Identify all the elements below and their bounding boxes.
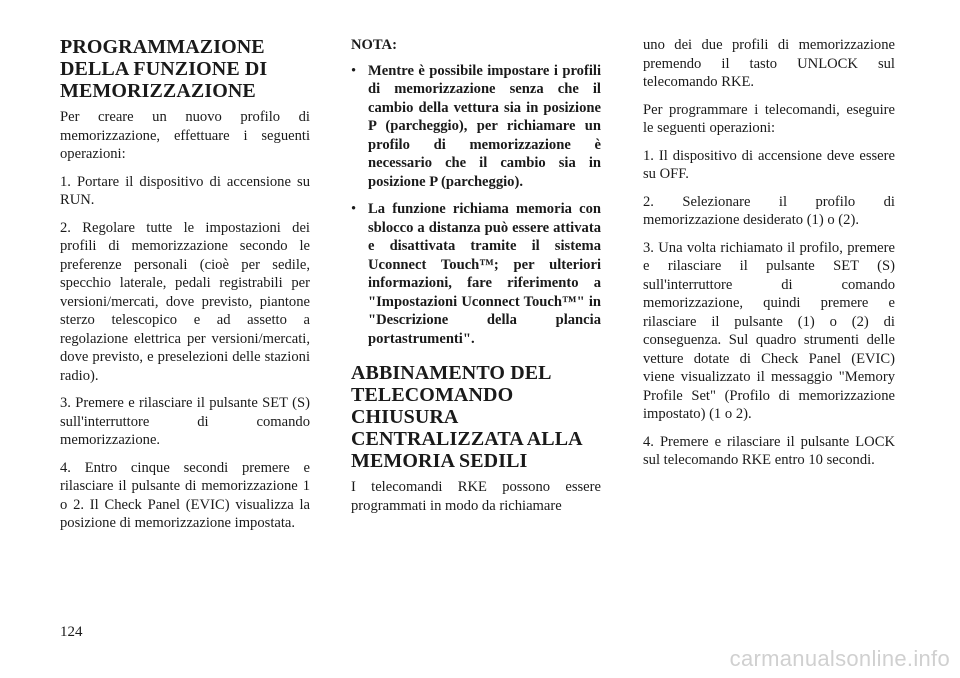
bullet-icon: •	[351, 201, 357, 217]
pairing-step-3-paragraph: 3. Una volta richiamato il profilo, premere e rilasciare il pulsante SET (S) sull'interruttore di comando memorizzazione, quindi premere e rilasciare il pulsante (1) o (2) di conseguenza. Sul quadro strumenti delle vetture dotate di Check Panel (EVIC) viene visualizzato il messaggio "Memory Profile Set" (Profilo di memorizzazione impostato) (1 o 2).	[643, 239, 895, 422]
intro-paragraph: Per creare un nuovo profilo di memorizzazione, effettuare i seguenti operazioni:	[60, 109, 310, 162]
column-left	[60, 36, 310, 542]
note-list	[351, 62, 601, 349]
pairing-step-2-paragraph: 2. Selezionare il profilo di memorizzazione desiderato (1) o (2).	[643, 193, 895, 228]
column-middle	[351, 36, 601, 524]
note-text: La funzione richiama memoria con sblocco a distanza può essere attivata e disattivata tramite il sistema Uconnect Touch™; per ulteriori informazioni, fare riferimento a "Impostazioni Uconnect Touch™" in "Descrizione della plancia portastrumenti".	[368, 201, 601, 347]
section-heading-memory-programming: PROGRAMMAZIONE DELLA FUNZIONE DI MEMORIZZAZIONE	[60, 36, 268, 102]
step-1-paragraph: 1. Portare il dispositivo di accensione su RUN.	[60, 173, 310, 208]
column-right	[643, 36, 895, 479]
step-3-paragraph: 3. Premere e rilasciare il pulsante SET (S) sull'interruttore di comando memorizzazione.	[60, 395, 310, 448]
continued-paragraph: uno dei due profili di memorizzazione premendo il tasto UNLOCK sul telecomando RKE.	[643, 37, 895, 90]
bullet-icon: •	[351, 62, 357, 79]
step-4-paragraph: 4. Entro cinque secondi premere e rilasciare il pulsante di memorizzazione 1 o 2. Il Check Panel (EVIC) visualizza la posizione di memorizzazione impostata.	[60, 459, 310, 531]
programming-intro-paragraph: Per programmare i telecomandi, eseguire le seguenti operazioni:	[643, 101, 895, 136]
note-item	[351, 62, 601, 192]
pairing-step-1-paragraph: 1. Il dispositivo di accensione deve essere su OFF.	[643, 147, 895, 182]
pairing-step-4-paragraph: 4. Premere e rilasciare il pulsante LOCK sul telecomando RKE entro 10 secondi.	[643, 433, 895, 468]
note-item	[351, 200, 601, 348]
watermark: carmanualsonline.info	[729, 646, 950, 671]
note-label: NOTA:	[351, 37, 397, 53]
pairing-intro-paragraph: I telecomandi RKE possono essere programmati in modo da richiamare	[351, 479, 601, 514]
section-heading-remote-pairing: ABBINAMENTO DEL TELECOMANDO CHIUSURA CENTRALIZZATA ALLA MEMORIA SEDILI	[351, 362, 582, 472]
note-text: Mentre è possibile impostare i profili di memorizzazione senza che il cambio della vettura sia in posizione P (parcheggio), per richiamare un profilo di memorizzazione è necessario che il cambio sia in posizione P (parcheggio).	[368, 62, 601, 190]
page-number: 124	[60, 624, 83, 640]
step-2-paragraph: 2. Regolare tutte le impostazioni dei profili di memorizzazione secondo le preferenze personali (cioè per sedile, specchio laterale, pedali registrabili per versioni/mercati, dove previsto, piantone sterzo telescopico e ad assetto a regolazione elettrica per versioni/mercati, dove previsto, e preselezioni delle stazioni radio).	[60, 219, 310, 384]
